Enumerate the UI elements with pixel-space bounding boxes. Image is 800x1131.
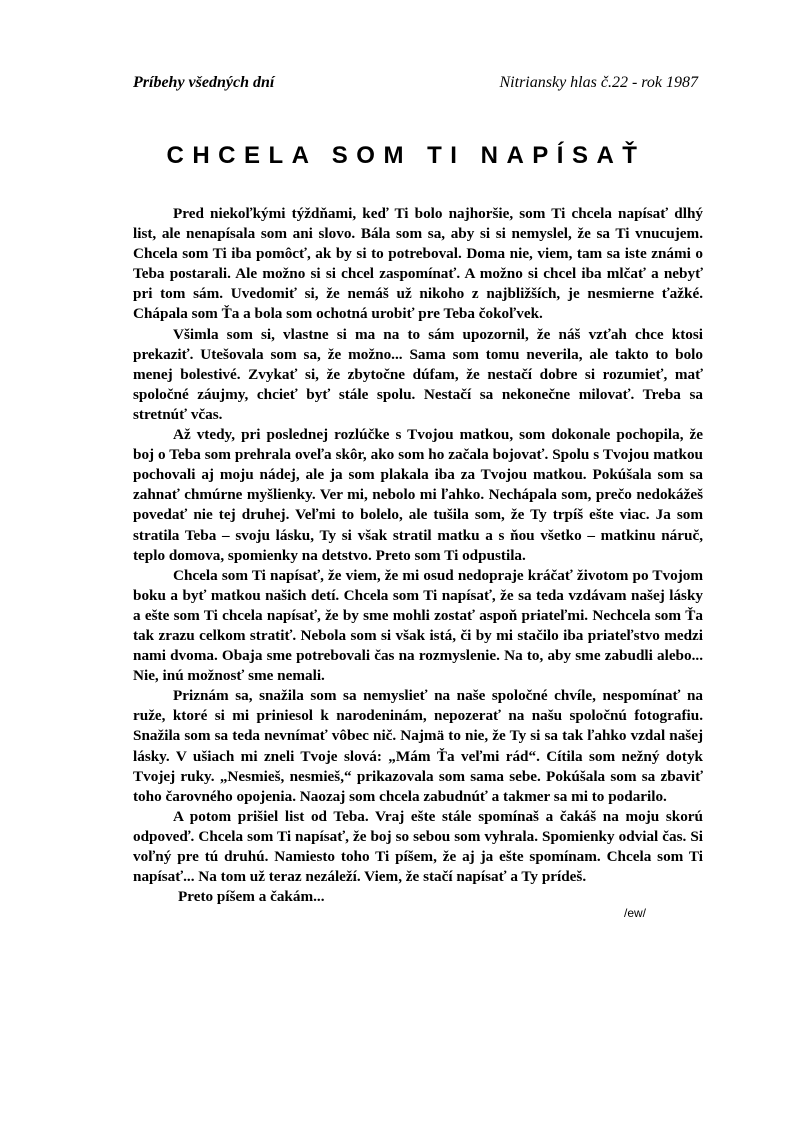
author-signature: /ew/ [624, 906, 647, 920]
paragraph: Všimla som si, vlastne si ma na to sám upozornil, že náš vzťah chce ktosi prekaziť. Utešovala som sa, že možno... Sama som tomu neverila, ale takto to bolo menej bolestivé. Zvykať si, že zbytočne dúfam, že nestačí dobre si rozumieť, mať spoločné záujmy, chcieť byť stále spolu. Nestačí sa nekonečne milovať. Treba sa stretnúť včas. [133, 325, 703, 423]
paragraph: Až vtedy, pri poslednej rozlúčke s Tvojou matkou, som dokonale pochopila, že boj o Teba som prehrala oveľa skôr, ako som ho začala bojovať. Spolu s Tvojou matkou pochovali aj moju nádej, ale ja som plakala iba za Tvojou matkou. Pokúšala som sa zahnať chmúrne myšlienky. Ver mi, nebolo mi ľahko. Nechápala som, prečo nedokážeš povedať nie tej druhej. Veľmi to bolelo, ale tušila som, že Ty trpíš ešte viac. Ja som stratila Teba – svoju lásku, Ty si však stratil matku a s ňou všetko – matkinu náruč, teplo domova, spomienky na detstvo. Preto som Ti odpustila. [133, 426, 703, 564]
closing-line: Preto píšem a čakám... [178, 888, 325, 906]
article-body [133, 204, 703, 907]
paragraph: Priznám sa, snažila som sa nemyslieť na naše spoločné chvíle, nespomínať na ruže, ktoré si mi priniesol k narodeninám, nepozerať na našu spoločnú fotografiu. Snažila som sa teda nevnímať vôbec nič. Najmä to nie, že Ty si sa tak ľahko vzdal našej lásky. V ušiach mi zneli Tvoje slová: „Mám Ťa veľmi rád“. Cítila som nežný dotyk Tvojej ruky. „Nesmieš, nesmieš,“ prikazovala som sama sebe. Pokúšala som sa zbaviť toho čarovného opojenia. Naozaj som chcela zabudnúť a takmer sa mi to podarilo. [133, 687, 703, 805]
paragraph: Pred niekoľkými týždňami, keď Ti bolo najhoršie, som Ti chcela napísať dlhý list, ale nenapísala som ani slovo. Bála som sa, aby si si nemyslel, že sa Ti vnucujem. Chcela som Ti iba pomôcť, ak by si to potreboval. Doma nie, viem, tam sa iste známi o Teba postarali. Ale možno si si chcel zaspomínať. A možno si chcel iba mlčať a nebyť pri tom sám. Uvedomiť si, že nemáš už nikoho z najbližších, je nesmierne ťažké. Chápala som Ťa a bola som ochotná urobiť pre Teba čokoľvek. [133, 205, 703, 323]
paragraph: Chcela som Ti napísať, že viem, že mi osud nedopraje kráčať životom po Tvojom boku a byť matkou našich detí. Chcela som Ti napísať, že sa teda vzdávam našej lásky a ešte som Ti chcela napísať, že by sme mohli zostať aspoň priateľmi. Nechcela som Ťa tak zrazu celkom stratiť. Nebola som si však istá, či by mi stačilo iba priateľstvo medzi nami dvoma. Obaja sme potrebovali čas na rozmyslenie. Na to, aby sme zabudli alebo... Nie, inú možnosť sme nemali. [133, 566, 703, 685]
page-header [133, 74, 698, 98]
paragraph: A potom prišiel list od Teba. Vraj ešte stále spomínaš a čakáš na moju skorú odpoveď. Chcela som Ti napísať, že boj so sebou som vyhrala. Spomienky odvial čas. Si voľný pre tú druhú. Namiesto toho Ti píšem, že aj ja ešte spomínam. Chcela som Ti napísať... Na tom už teraz nezáleží. Viem, že stačí napísať a Ty prídeš. [133, 807, 703, 886]
article-title: CHCELA SOM TI NAPÍSAŤ [166, 142, 646, 169]
publication-info: Nitriansky hlas č.22 - rok 1987 [499, 74, 698, 91]
series-title: Príbehy všedných dní [133, 74, 275, 91]
